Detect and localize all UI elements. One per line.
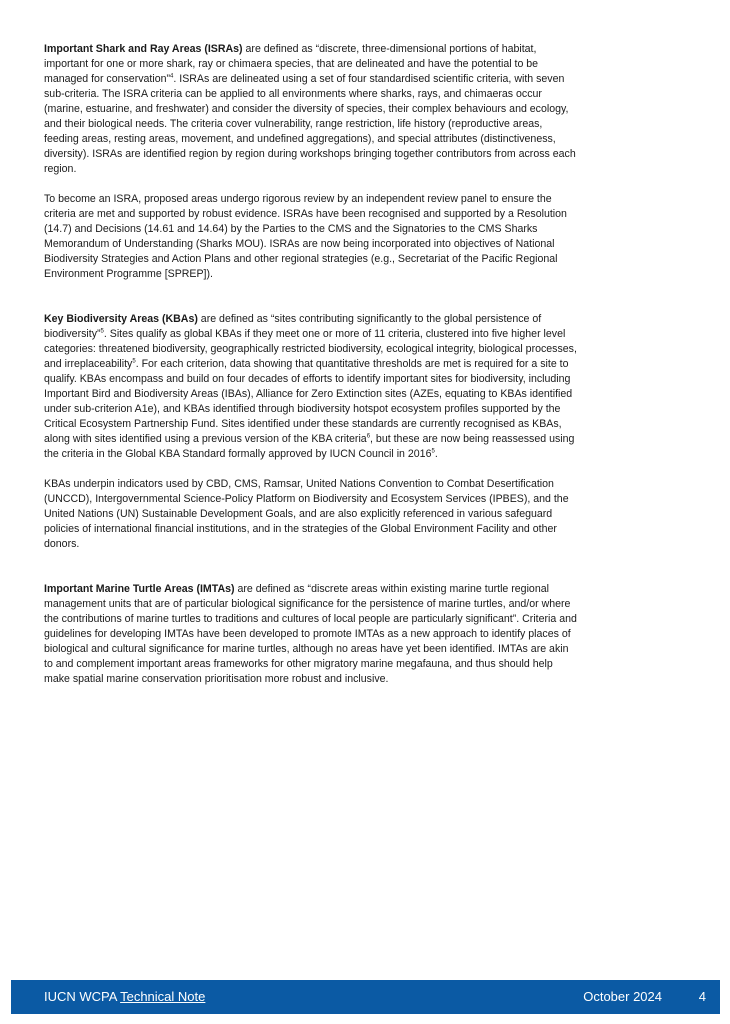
- isra-review-paragraph: To become an ISRA, proposed areas undergo rigorous review by an independent review panel to ensure the criteria are met and supported by robust evidence. ISRAs have been recognised and supported by a Resolution (14.7) and Decisions (14.61 and 14.64) by the Parties to the CMS and the Signatories to the CMS Sharks Memorandum of Understanding (Sharks MOU). ISRAs are now being incorporated into objectives of National Biodiversity Strategies and Action Plans and other regional strategies (e.g., Secretariat of the Pacific Regional Environment Programme [SPREP]).: [44, 193, 567, 280]
- imta-term: Important Marine Turtle Areas (IMTAs): [44, 583, 235, 595]
- footnote-ref: 4: [170, 73, 174, 80]
- kba-text-4: , but these are now being reassessed using the criteria in the Global KBA Standard formally approved by IUCN Council in 2016: [44, 433, 575, 460]
- kba-indicators-paragraph: KBAs underpin indicators used by CBD, CMS, Ramsar, United Nations Convention to Combat Desertification (UNCCD), Intergovernmental Science-Policy Platform on Biodiversity and Ecosystem Services (IPBES), and the United Nations (UN) Sustainable Development Goals, and are also explicitly referenced in various safeguard policies of international financial institutions, and in the strategies of the Global Environment Facility and other donors.: [44, 478, 569, 550]
- footnote-ref: 5: [132, 358, 136, 365]
- imta-definition-paragraph: [44, 582, 580, 687]
- footer-date: October 2024: [583, 989, 662, 1004]
- kba-text-2: . Sites qualify as global KBAs if they meet one or more of 11 criteria, clustered into five higher level categories: threatened biodiversity, geographically restricted biodiversity, ecological integrity, biological processes, and irreplaceability: [44, 328, 577, 370]
- footnote-ref: 6: [366, 433, 371, 440]
- footnote-ref: 5: [100, 328, 104, 335]
- isra-term: Important Shark and Ray Areas (ISRAs): [44, 43, 243, 55]
- document-body: [44, 42, 580, 687]
- kba-text-3: . For each criterion, data showing that quantitative thresholds are met is required for a site to qualify. KBAs encompass and build on four decades of efforts to identify important sites for biodiversity, including Important Bird and Biodiversity Areas (IBAs), Alliance for Zero Extinction sites (AZEs, equating to KBAs identified under sub-criterion A1e), and KBAs identified through biodiversity hotspot ecosystem profiles supported by the Critical Ecosystem Partnership Fund. Sites identified under these standards are currently recognised as KBAs, along with sites identified using a previous version of the KBA criteria: [44, 358, 573, 445]
- page-footer: [11, 980, 720, 1014]
- footer-title: [44, 989, 205, 1004]
- technical-note-link[interactable]: Technical Note: [120, 989, 206, 1004]
- kba-term: Key Biodiversity Areas (KBAs): [44, 313, 198, 325]
- kba-text-5: .: [434, 448, 438, 460]
- kba-text-1: are defined as “sites contributing significantly to the global persistence of biodiversity”: [44, 313, 542, 340]
- isra-definition-text-cont: . ISRAs are delineated using a set of four standardised scientific criteria, with seven sub-criteria. The ISRA criteria can be applied to all environments where sharks, rays, and chimaeras occur (marine, estuarine, and freshwater) and consider the diversity of species, their complex behaviours and ecology, and their biological needs. The criteria cover vulnerability, range restriction, life history (reproductive areas, feeding areas, resting areas, movement, and undefined aggregations), and special attributes (distinctiveness, diversity). ISRAs are identified region by region during workshops bringing together contributors from across each region.: [44, 73, 576, 175]
- kba-definition-paragraph: [44, 312, 580, 462]
- footnote-ref: 5: [431, 448, 435, 455]
- isra-definition-text: are defined as “discrete, three-dimensional portions of habitat, important for one or more shark, ray or chimaera species, that are delineated and have the potential to be managed for conservation”: [44, 43, 539, 85]
- footer-title-prefix: IUCN WCPA: [44, 989, 121, 1004]
- page-number: 4: [698, 989, 706, 1004]
- imta-definition-text: are defined as “discrete areas within existing marine turtle regional management units that are of particular biological significance for the persistence of marine turtles, and/or where the contributions of marine turtles to traditions and cultures of local people are particularly significant”. Criteria and guidelines for developing IMTAs have been developed to promote IMTAs as a new approach to identify places of biological and cultural significance for marine turtles, although no areas have yet been identified. IMTAs are akin to and complement important areas frameworks for other migratory marine megafauna, and thus should help make spatial marine conservation prioritisation more robust and inclusive.: [44, 583, 577, 685]
- isra-definition-paragraph: [44, 42, 580, 177]
